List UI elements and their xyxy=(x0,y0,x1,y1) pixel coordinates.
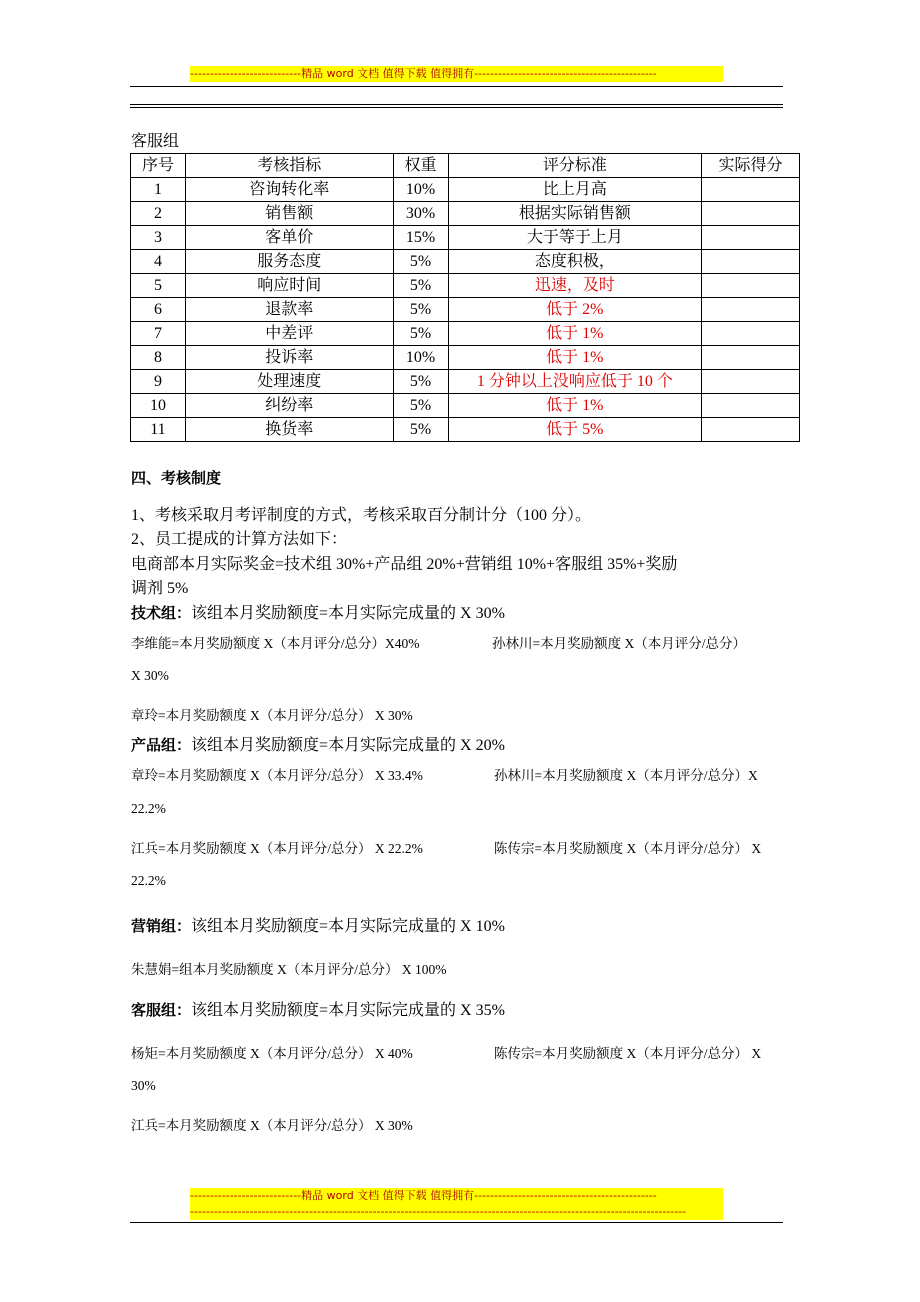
section-title: 客服组 xyxy=(131,133,180,150)
row-indicator: 响应时间 xyxy=(185,274,393,298)
footer-banner-2: ----------------------------------------------------------------------------------------------------------------------------- xyxy=(190,1204,723,1220)
header-double-rule-bottom xyxy=(130,107,783,108)
row-weight: 5% xyxy=(393,250,448,274)
row-indicator: 服务态度 xyxy=(185,250,393,274)
row-no: 7 xyxy=(131,322,186,346)
row-score xyxy=(702,298,800,322)
row-score xyxy=(702,346,800,370)
row-indicator: 纠纷率 xyxy=(185,394,393,418)
bonus-formula-line-1: 电商部本月实际奖金=技术组 30%+产品组 20%+营销组 10%+客服组 35%+奖励 xyxy=(131,556,678,573)
service-line-2: 30% xyxy=(131,1078,156,1093)
service-line-1b: 陈传宗=本月奖励额度 X（本月评分/总分） X xyxy=(494,1046,762,1061)
marketing-group-desc: 该组本月奖励额度=本月实际完成量的 X 10% xyxy=(191,918,505,935)
header-double-rule-top xyxy=(130,104,783,105)
row-weight: 15% xyxy=(393,226,448,250)
row-indicator: 换货率 xyxy=(185,418,393,442)
table-row xyxy=(131,322,800,346)
row-score xyxy=(702,418,800,442)
product-group-line xyxy=(131,732,505,755)
row-weight: 10% xyxy=(393,178,448,202)
product-line-4: 22.2% xyxy=(131,873,166,888)
header-weight: 权重 xyxy=(393,154,448,178)
row-weight: 5% xyxy=(393,298,448,322)
row-no: 8 xyxy=(131,346,186,370)
system-heading: 四、考核制度 xyxy=(131,469,222,487)
row-score xyxy=(702,202,800,226)
row-score xyxy=(702,178,800,202)
product-line-2: 22.2% xyxy=(131,801,166,816)
row-weight: 5% xyxy=(393,394,448,418)
row-standard: 低于 2% xyxy=(448,298,702,322)
table-row xyxy=(131,394,800,418)
row-standard: 大于等于上月 xyxy=(448,226,702,250)
row-indicator: 退款率 xyxy=(185,298,393,322)
row-standard: 态度积极， xyxy=(448,250,702,274)
tech-line-3: 章玲=本月奖励额度 X（本月评分/总分） X 30% xyxy=(131,708,413,723)
row-indicator: 中差评 xyxy=(185,322,393,346)
header-indicator: 考核指标 xyxy=(185,154,393,178)
table-row xyxy=(131,418,800,442)
header-banner: ----------------------------精品 word 文档 值得下载 值得拥有---------------------------------------------- xyxy=(190,66,723,82)
tech-line-1a: 李维能=本月奖励额度 X（本月评分/总分）X40% xyxy=(131,636,420,651)
service-line-1a: 杨矩=本月奖励额度 X（本月评分/总分） X 40% xyxy=(131,1046,413,1061)
table-row xyxy=(131,250,800,274)
row-score xyxy=(702,394,800,418)
header-standard: 评分标准 xyxy=(448,154,702,178)
product-line-1b: 孙林川=本月奖励额度 X（本月评分/总分）X xyxy=(494,768,758,783)
table-row xyxy=(131,346,800,370)
service-group-line xyxy=(131,997,505,1020)
marketing-line-1: 朱慧娟=组本月奖励额度 X（本月评分/总分） X 100% xyxy=(131,962,447,977)
row-no: 3 xyxy=(131,226,186,250)
row-standard: 低于 5% xyxy=(448,418,702,442)
row-score xyxy=(702,370,800,394)
tech-group-line xyxy=(131,600,505,623)
row-no: 6 xyxy=(131,298,186,322)
product-line-3a: 江兵=本月奖励额度 X（本月评分/总分） X 22.2% xyxy=(131,841,423,856)
row-standard: 比上月高 xyxy=(448,178,702,202)
row-weight: 5% xyxy=(393,370,448,394)
row-no: 5 xyxy=(131,274,186,298)
tech-group-desc: 该组本月奖励额度=本月实际完成量的 X 30% xyxy=(191,605,505,622)
table-row xyxy=(131,298,800,322)
footer-banner-1: ----------------------------精品 word 文档 值得下载 值得拥有---------------------------------------------- xyxy=(190,1188,723,1204)
row-indicator: 投诉率 xyxy=(185,346,393,370)
tech-line-2: X 30% xyxy=(131,668,169,683)
row-no: 1 xyxy=(131,178,186,202)
bonus-formula-line-2: 调剂 5% xyxy=(131,580,189,597)
row-standard: 根据实际销售额 xyxy=(448,202,702,226)
row-score xyxy=(702,322,800,346)
table-row xyxy=(131,226,800,250)
row-indicator: 销售额 xyxy=(185,202,393,226)
marketing-group-line xyxy=(131,913,505,936)
tech-line-1b: 孙林川=本月奖励额度 X（本月评分/总分） xyxy=(492,636,746,651)
row-indicator: 咨询转化率 xyxy=(185,178,393,202)
row-weight: 5% xyxy=(393,322,448,346)
header-no: 序号 xyxy=(131,154,186,178)
product-group-desc: 该组本月奖励额度=本月实际完成量的 X 20% xyxy=(191,737,505,754)
row-no: 9 xyxy=(131,370,186,394)
row-standard: 低于 1% xyxy=(448,394,702,418)
row-no: 11 xyxy=(131,418,186,442)
system-paragraph-2: 2、员工提成的计算方法如下： xyxy=(131,531,348,548)
header-score: 实际得分 xyxy=(702,154,800,178)
service-group-label: 客服组： xyxy=(131,1001,192,1019)
table-row xyxy=(131,274,800,298)
row-score xyxy=(702,250,800,274)
row-score xyxy=(702,274,800,298)
row-indicator: 处理速度 xyxy=(185,370,393,394)
row-no: 2 xyxy=(131,202,186,226)
row-standard: 迅速，及时 xyxy=(448,274,702,298)
row-weight: 30% xyxy=(393,202,448,226)
row-weight: 10% xyxy=(393,346,448,370)
row-weight: 5% xyxy=(393,418,448,442)
row-indicator: 客单价 xyxy=(185,226,393,250)
product-line-3b: 陈传宗=本月奖励额度 X（本月评分/总分） X xyxy=(494,841,762,856)
table-row xyxy=(131,202,800,226)
marketing-group-label: 营销组： xyxy=(131,917,192,935)
table-row xyxy=(131,178,800,202)
kpi-table xyxy=(130,153,800,442)
row-standard: 低于 1% xyxy=(448,322,702,346)
row-standard: 1 分钟以上没响应低于 10 个 xyxy=(448,370,702,394)
row-no: 10 xyxy=(131,394,186,418)
tech-group-label: 技术组： xyxy=(131,604,192,622)
service-group-desc: 该组本月奖励额度=本月实际完成量的 X 35% xyxy=(191,1002,505,1019)
row-score xyxy=(702,226,800,250)
table-header-row xyxy=(131,154,800,178)
row-weight: 5% xyxy=(393,274,448,298)
header-rule xyxy=(130,86,783,87)
footer-rule xyxy=(130,1222,783,1223)
system-paragraph-1: 1、考核采取月考评制度的方式，考核采取百分制计分（100 分）。 xyxy=(131,507,592,524)
product-line-1a: 章玲=本月奖励额度 X（本月评分/总分） X 33.4% xyxy=(131,768,423,783)
service-line-3: 江兵=本月奖励额度 X（本月评分/总分） X 30% xyxy=(131,1118,413,1133)
table-row xyxy=(131,370,800,394)
product-group-label: 产品组： xyxy=(131,736,192,754)
row-no: 4 xyxy=(131,250,186,274)
row-standard: 低于 1% xyxy=(448,346,702,370)
